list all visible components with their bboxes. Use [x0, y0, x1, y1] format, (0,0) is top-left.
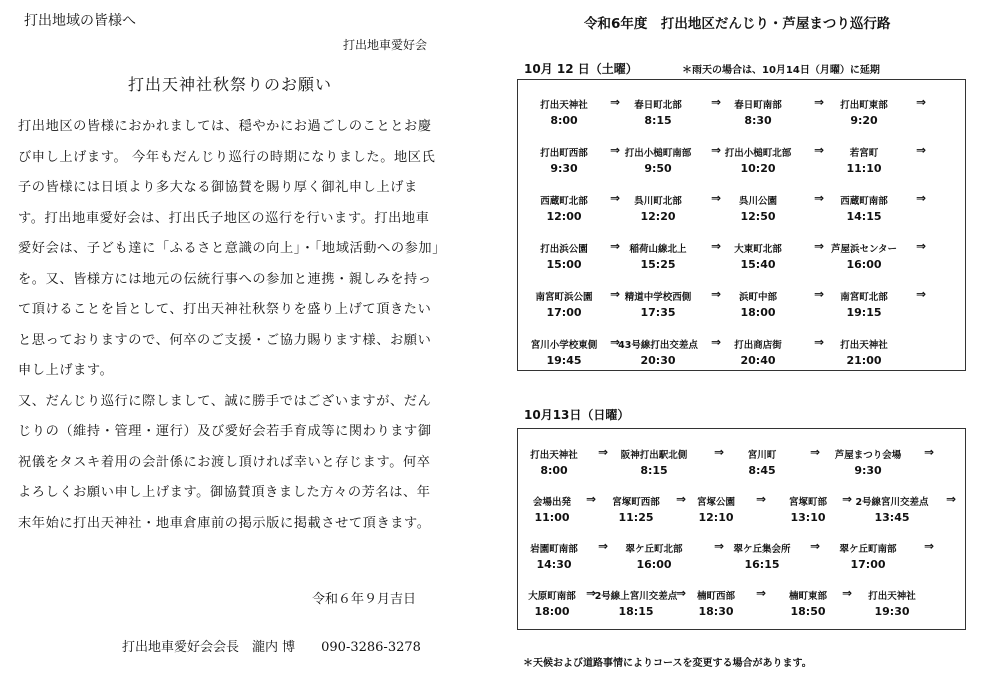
route-stop: [832, 494, 952, 524]
route-stop: [698, 337, 818, 367]
route-stop-time: 11:00: [534, 511, 570, 524]
route-arrow: ⇒: [814, 335, 825, 349]
route-stop-time: 9:50: [644, 162, 672, 175]
route-stop-name: 打出浜公園: [540, 244, 588, 255]
route-stop-name: 打出天神社: [840, 340, 888, 351]
schedule-title: 令和6年度 打出地区だんじり・芦屋まつり巡行路: [584, 16, 891, 32]
route-stop-name: 宮川町: [747, 450, 777, 461]
route-arrow: ⇒: [916, 287, 927, 301]
letter-greeting: 打出地域の皆様へ: [24, 13, 136, 29]
route-stop-time: 20:40: [740, 354, 776, 367]
route-stop: [804, 337, 924, 367]
route-arrow: ⇒: [598, 539, 609, 553]
route-stop-time: 11:25: [618, 511, 654, 524]
route-stop: [698, 241, 818, 271]
route-arrow: ⇒: [756, 492, 767, 506]
route-stop-time: 13:10: [790, 511, 826, 524]
route-stop-time: 15:00: [546, 258, 582, 271]
route-stop-time: 14:30: [536, 558, 572, 571]
letter-paragraph-2: 又、だんじり巡行に際しまして、誠に勝手ではございますが、だんじりの（維持・管理・運行）及び愛好会若手育成等に関わります御祝儀をタスキ着用の会計係にお渡し頂ければ幸いと存じます。何卒よろしくお願い申し上げます。御協賛頂きました方々の芳名は、年末年始に打出天神社・地車倉庫前の掲示版に掲載させて頂きます。: [18, 393, 432, 531]
route-arrow: ⇒: [711, 239, 722, 253]
route-arrow: ⇒: [946, 492, 957, 506]
letter-paragraph-1: 打出地区の皆様におかれましては、穏やかにお過ごしのこととお慶び申し上げます。 今年もだんじり巡行の時期になりました。地区氏子の皆様には日頃より多大なる御協賛を賜り厚く御礼申し上げます。打出地車愛好会は、打出氏子地区の巡行を行います。打出地車愛好会は、子ども達に「ふるさと意識の向上」・「地域活動への参加」を。又、皆様方には地元の伝統行事への参加と連携・親しみを持って頂けることを旨として、打出天神社秋祭りを盛り上げて頂きたいと思っておりますので、何卒のご支援・ご協力賜ります様、お願い申し上げます。: [18, 119, 440, 378]
route-stop-name: 阪神打出駅北側: [620, 450, 688, 461]
route-arrow: ⇒: [610, 287, 621, 301]
route-stop-time: 9:30: [550, 162, 578, 175]
route-stop-name: 打出小槌町北部: [724, 148, 792, 159]
route-stop-time: 8:15: [644, 114, 672, 127]
route-stop-name: 打出町東部: [840, 100, 888, 111]
route-arrow: ⇒: [610, 191, 621, 205]
day2-label: 10月13日（日曜）: [524, 408, 630, 422]
day2-route-box: [517, 428, 966, 630]
route-arrow: ⇒: [598, 445, 609, 459]
route-stop-time: 8:00: [550, 114, 578, 127]
route-stop-name: 打出小槌町南部: [624, 148, 692, 159]
route-stop-time: 11:10: [846, 162, 882, 175]
route-stop-name: 稲荷山線北上: [629, 244, 687, 255]
route-stop-time: 10:20: [740, 162, 776, 175]
route-stop: [698, 193, 818, 223]
route-stop: [804, 143, 927, 175]
route-arrow: ⇒: [924, 445, 935, 459]
route-arrow: ⇒: [810, 445, 821, 459]
route-stop-name: 翠ケ丘町北部: [625, 544, 683, 555]
route-stop-name: 浜町中部: [738, 292, 777, 303]
route-stop-name: 楠町東部: [788, 591, 827, 602]
route-stop-name: 打出天神社: [540, 100, 588, 111]
route-stop-time: 12:10: [698, 511, 734, 524]
route-arrow: ⇒: [810, 539, 821, 553]
route-stop-name: 翠ケ丘集会所: [733, 544, 791, 555]
route-stop-time: 8:30: [744, 114, 772, 127]
route-stop: [804, 191, 927, 223]
route-stop-time: 12:00: [546, 210, 582, 223]
day1-label: 10月 12 日（土曜）: [524, 62, 638, 76]
letter-date: 令和６年９月吉日: [312, 592, 417, 607]
route-stop-time: 16:00: [636, 558, 672, 571]
route-stop-name: 2号線上宮川交差点: [594, 591, 678, 602]
route-arrow: ⇒: [610, 95, 621, 109]
route-stop-time: 8:15: [640, 464, 668, 477]
route-arrow: ⇒: [610, 143, 621, 157]
route-stop-name: 南宮町浜公園: [535, 292, 593, 303]
route-arrow: ⇒: [842, 492, 853, 506]
route-stop-time: 18:00: [740, 306, 776, 319]
route-arrow: ⇒: [916, 143, 927, 157]
route-stop-time: 13:45: [874, 511, 910, 524]
rain-note: ＊雨天の場合は、10月14日（月曜）に延期: [682, 65, 880, 76]
route-stop-time: 18:00: [534, 605, 570, 618]
route-stop: [804, 287, 927, 319]
day1-route-box: [517, 79, 966, 371]
route-arrow: ⇒: [610, 335, 621, 349]
route-arrow: ⇒: [814, 239, 825, 253]
route-stop-name: 宮塚公園: [696, 497, 735, 508]
route-stop: [702, 447, 822, 477]
route-stop-time: 15:40: [740, 258, 776, 271]
route-arrow: ⇒: [711, 191, 722, 205]
route-stop-time: 17:35: [640, 306, 676, 319]
route-arrow: ⇒: [814, 95, 825, 109]
route-arrow: ⇒: [714, 539, 725, 553]
route-stop-name: 43号線打出交差点: [618, 340, 698, 351]
route-arrow: ⇒: [586, 586, 597, 600]
route-arrow: ⇒: [814, 287, 825, 301]
route-arrow: ⇒: [814, 191, 825, 205]
route-stop: [808, 447, 928, 477]
route-arrow: ⇒: [916, 95, 927, 109]
route-arrow: ⇒: [711, 335, 722, 349]
route-stop-name: 若宮町: [849, 148, 879, 159]
route-arrow: ⇒: [610, 239, 621, 253]
route-stop-time: 8:45: [748, 464, 776, 477]
route-stop-time: 15:25: [640, 258, 676, 271]
route-arrow: ⇒: [676, 586, 687, 600]
route-stop-name: 春日町北部: [634, 100, 682, 111]
route-stop-time: 19:15: [846, 306, 882, 319]
route-stop-name: 春日町南部: [734, 100, 782, 111]
route-stop-time: 19:30: [874, 605, 910, 618]
letter-sender: 打出地車愛好会: [343, 38, 428, 52]
route-arrow: ⇒: [586, 492, 597, 506]
route-stop-time: 21:00: [846, 354, 882, 367]
route-stop-name: 打出商店街: [734, 340, 782, 351]
route-stop: [702, 541, 822, 571]
route-stop-name: 宮川小学校東側: [530, 340, 598, 351]
route-stop-name: 西蔵町南部: [840, 196, 888, 207]
route-stop-name: 岩園町南部: [530, 544, 578, 555]
route-stop: [698, 97, 818, 127]
route-arrow: ⇒: [714, 445, 725, 459]
route-stop-time: 9:20: [850, 114, 878, 127]
route-arrow: ⇒: [916, 239, 927, 253]
route-stop-name: 西蔵町北部: [540, 196, 588, 207]
route-stop-time: 18:15: [618, 605, 654, 618]
route-stop: [698, 145, 818, 175]
route-stop-name: 大原町南部: [528, 591, 576, 602]
route-stop-time: 18:30: [698, 605, 734, 618]
route-stop-name: 芦屋まつり会場: [834, 450, 902, 461]
route-stop-time: 9:30: [854, 464, 882, 477]
route-stop: [594, 447, 714, 477]
route-stop: [832, 588, 952, 618]
route-stop-name: 芦屋浜センター: [830, 244, 898, 255]
route-stop-name: 呉川町北部: [634, 196, 682, 207]
route-stop: [804, 239, 927, 271]
route-stop-time: 12:20: [640, 210, 676, 223]
route-stop-time: 17:00: [850, 558, 886, 571]
route-stop-time: 18:50: [790, 605, 826, 618]
route-stop-name: 打出天神社: [530, 450, 578, 461]
route-arrow: ⇒: [924, 539, 935, 553]
route-arrow: ⇒: [711, 143, 722, 157]
route-stop: [594, 541, 714, 571]
route-stop-time: 20:30: [640, 354, 676, 367]
route-stop-name: 2号線宮川交差点: [855, 497, 929, 508]
route-stop-name: 楠町西部: [696, 591, 735, 602]
route-stop: [804, 95, 927, 127]
route-stop-name: 精道中学校西側: [624, 292, 692, 303]
route-stop: [808, 541, 928, 571]
route-stop-time: 12:50: [740, 210, 776, 223]
route-arrow: ⇒: [842, 586, 853, 600]
route-stop-time: 16:00: [846, 258, 882, 271]
route-stop-name: 呉川公園: [738, 196, 777, 207]
route-arrow: ⇒: [916, 191, 927, 205]
route-stop: [698, 289, 818, 319]
route-stop-name: 大東町北部: [734, 244, 782, 255]
route-stop-name: 宮塚町部: [788, 497, 827, 508]
route-stop-name: 宮塚町西部: [612, 497, 660, 508]
route-stop-name: 南宮町北部: [840, 292, 888, 303]
route-arrow: ⇒: [814, 143, 825, 157]
route-stop-time: 8:00: [540, 464, 568, 477]
route-stop-time: 16:15: [744, 558, 780, 571]
letter-body: [18, 112, 442, 539]
route-arrow: ⇒: [756, 586, 767, 600]
route-stop-name: 打出天神社: [868, 591, 916, 602]
schedule-footnote: ＊天候および道路事情によりコースを変更する場合があります。: [523, 658, 812, 669]
route-arrow: ⇒: [711, 287, 722, 301]
route-stop-time: 17:00: [546, 306, 582, 319]
route-arrow: ⇒: [676, 492, 687, 506]
letter-title: 打出天神社秋祭りのお願い: [128, 75, 333, 94]
letter-signature: 打出地車愛好会会長 瀧内 博 090-3286-3278: [122, 640, 421, 655]
route-stop-name: 会場出発: [532, 497, 571, 508]
route-stop-name: 打出町西部: [540, 148, 588, 159]
route-arrow: ⇒: [711, 95, 722, 109]
route-stop-time: 19:45: [546, 354, 582, 367]
route-stop-time: 14:15: [846, 210, 882, 223]
route-stop-name: 翠ケ丘町南部: [839, 544, 897, 555]
